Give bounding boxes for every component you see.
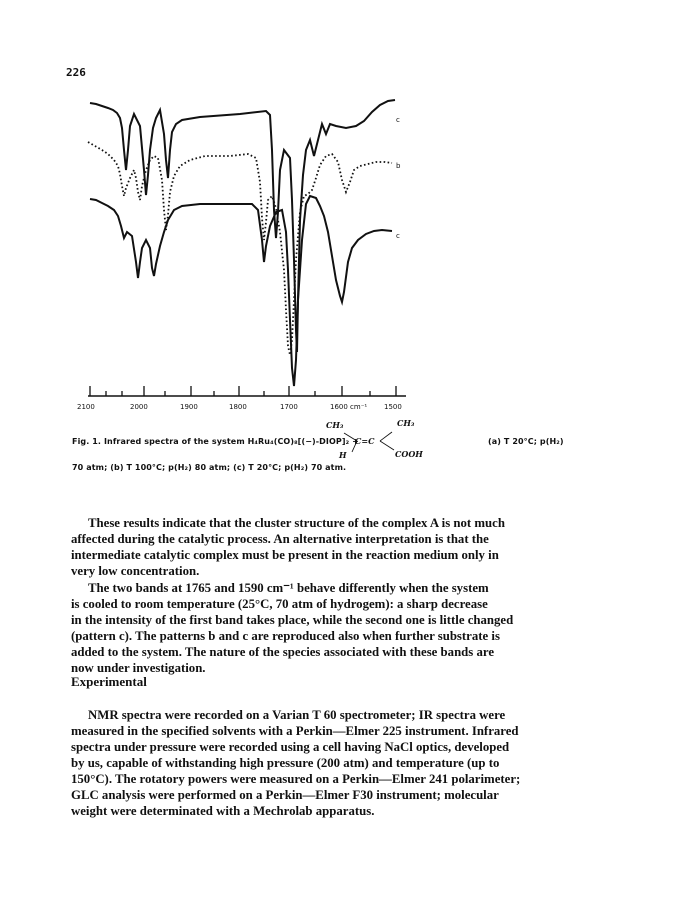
text-line: GLC analysis were performed on a Perkin—Elmer F30 instrument; molecular — [71, 788, 499, 803]
tick-label-1900: 1900 — [180, 403, 198, 411]
tick-label-1700: 1700 — [280, 403, 298, 411]
paragraph-results-cont — [71, 531, 601, 579]
curve-label-c: c — [396, 232, 400, 240]
paragraph-experimental — [88, 707, 618, 723]
text-line: added to the system. The nature of the species associated with these bands are — [71, 645, 495, 660]
section-heading-experimental: Experimental — [71, 674, 147, 689]
text-line: is cooled to room temperature (25°C, 70 atm of hydrogem): a sharp decrease — [71, 597, 488, 611]
x-axis-ticks — [90, 386, 396, 396]
structure-cooh: COOH — [395, 449, 423, 459]
text-line: NMR spectra were recorded on a Varian T 60 spectrometer; IR spectra were — [88, 708, 506, 722]
text-line: (pattern c). The patterns b and c are reproduced also when further substrate is — [71, 629, 500, 644]
text-line: by us, capable of withstanding high pressure (200 atm) and temperature (up to — [71, 756, 500, 771]
tick-label-1500: 1500 — [384, 403, 402, 411]
text-line: intermediate catalytic complex must be present in the reaction medium only in — [71, 548, 499, 563]
tick-label-1800: 1800 — [229, 403, 247, 411]
tick-label-2000: 2000 — [130, 403, 148, 411]
text-line: very low concentration. — [71, 564, 200, 579]
text-line: in the intensity of the first band takes place, while the second one is little changed — [71, 613, 514, 628]
curve-label-b: b — [396, 162, 401, 170]
structure-ch3-left: CH₃ — [326, 420, 344, 430]
spectrum-a — [90, 100, 395, 352]
structure-h: H — [339, 450, 347, 460]
figure-caption-line1: Fig. 1. Infrared spectra of the system H₄Ru₄(CO)₈[(−)-DIOP]₂ + — [72, 437, 359, 446]
figure-caption-line2: 70 atm; (b) T 100°C; p(H₂) 80 atm; (c) T 20°C; p(H₂) 70 atm. — [72, 463, 347, 472]
curve-label-a: c — [396, 116, 400, 124]
structure-ch3-right: CH₃ — [397, 418, 415, 428]
paragraph-experimental-cont — [71, 723, 601, 820]
tick-label-2100: 2100 — [77, 403, 95, 411]
spectrum-c — [90, 196, 392, 386]
paragraph-bands-cont — [71, 596, 601, 676]
text-line: now under investigation. — [71, 661, 206, 676]
text-line: affected during the catalytic process. An alternative interpretation is that the — [71, 532, 489, 546]
paragraph-results — [88, 515, 618, 531]
text-line: measured in the specified solvents with a Perkin—Elmer 225 instrument. Infrared — [71, 724, 519, 738]
figure-caption-condition-a: (a) T 20°C; p(H₂) — [488, 437, 564, 446]
text-line: 150°C). The rotatory powers were measured on a Perkin—Elmer 241 polarimeter; — [71, 772, 521, 787]
paragraph-bands — [88, 580, 618, 596]
structure-double-bond: C=C — [355, 436, 375, 446]
text-line: spectra under pressure were recorded using a cell having NaCl optics, developed — [71, 740, 510, 755]
text-line: These results indicate that the cluster structure of the complex A is not much — [88, 516, 505, 530]
text-line: weight were determinated with a Mechrolab apparatus. — [71, 804, 375, 819]
text-line: The two bands at 1765 and 1590 cm⁻¹ behave differently when the system — [88, 581, 489, 595]
page-number: 226 — [66, 66, 86, 79]
tick-label-1600: 1600 cm⁻¹ — [330, 403, 368, 411]
